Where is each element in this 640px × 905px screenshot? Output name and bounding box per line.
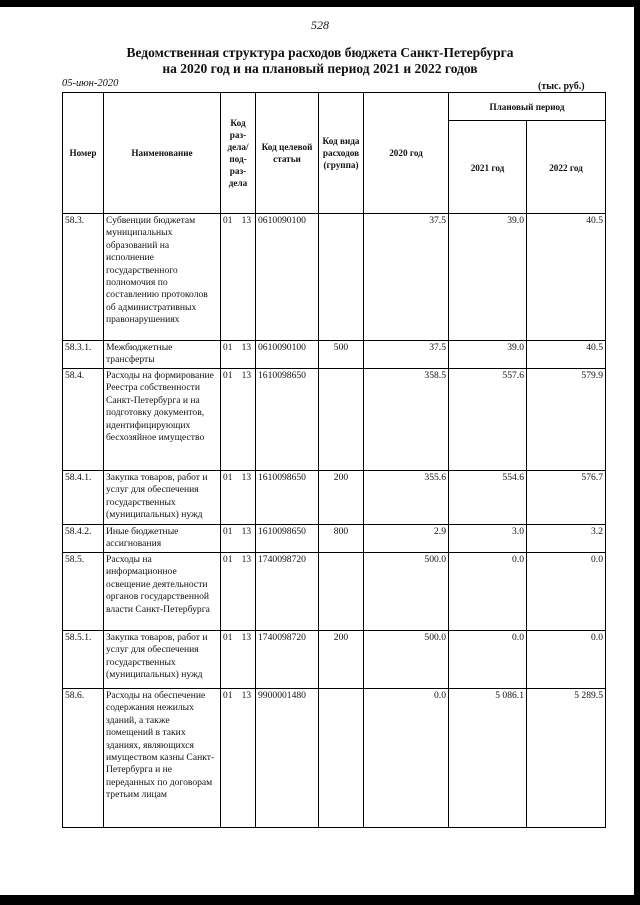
row-target-code: 9900001480 (256, 689, 319, 828)
row-2022: 3.2 (527, 525, 606, 553)
row-2022: 5 289.5 (527, 689, 606, 828)
row-name: Закупка товаров, работ и услуг для обеспечения государственных (муниципальных) нужд (104, 631, 221, 689)
row-target-code: 1610098650 (256, 471, 319, 525)
row-2020: 355.6 (364, 471, 449, 525)
row-expense-type: 500 (319, 341, 364, 369)
header-expense-type-code: Код вида расходов (группа) (319, 93, 364, 214)
table-row (63, 525, 606, 553)
scan-edge-right (634, 0, 640, 905)
row-expense-type: 200 (319, 471, 364, 525)
row-2022: 576.7 (527, 471, 606, 525)
row-section-code: 01 13 (221, 214, 256, 341)
title-line-1: Ведомственная структура расходов бюджета Санкт-Петербурга (126, 45, 514, 60)
row-number: 58.5. (63, 553, 104, 631)
row-2020: 500.0 (364, 553, 449, 631)
document-title (0, 45, 640, 77)
row-2021: 0.0 (449, 553, 527, 631)
row-name: Расходы на формирование Реестра собственности Санкт-Петербурга и на подготовку документов, идентифицирующих бесхозяйное имущество (104, 369, 221, 471)
row-section-code: 01 13 (221, 525, 256, 553)
table-row (63, 341, 606, 369)
row-2021: 554.6 (449, 471, 527, 525)
header-name: Наименование (104, 93, 221, 214)
row-target-code: 1740098720 (256, 553, 319, 631)
row-2022: 40.5 (527, 341, 606, 369)
row-expense-type (319, 369, 364, 471)
row-2021: 3.0 (449, 525, 527, 553)
row-2022: 0.0 (527, 631, 606, 689)
row-2021: 39.0 (449, 214, 527, 341)
row-2021: 557.6 (449, 369, 527, 471)
header-year-2021: 2021 год (449, 121, 527, 214)
row-expense-type (319, 553, 364, 631)
title-line-2: на 2020 год и на плановый период 2021 и 2022 годов (162, 61, 478, 76)
row-number: 58.3.1. (63, 341, 104, 369)
row-number: 58.4.2. (63, 525, 104, 553)
table-row (63, 631, 606, 689)
row-number: 58.4.1. (63, 471, 104, 525)
scan-edge-bottom (0, 895, 640, 905)
document-date: 05-июн-2020 (62, 78, 119, 89)
row-2020: 0.0 (364, 689, 449, 828)
row-name: Закупка товаров, работ и услуг для обеспечения государственных (муниципальных) нужд (104, 471, 221, 525)
row-2020: 358.5 (364, 369, 449, 471)
row-2022: 0.0 (527, 553, 606, 631)
row-expense-type (319, 689, 364, 828)
row-name: Расходы на обеспечение содержания нежилых зданий, а также помещений в таких зданиях, являющихся имуществом казны Санкт-Петербурга и не переданных по договорам третьим лицам (104, 689, 221, 828)
row-section-code: 01 13 (221, 341, 256, 369)
row-target-code: 0610090100 (256, 341, 319, 369)
row-section-code: 01 13 (221, 689, 256, 828)
budget-table (62, 92, 606, 828)
row-2020: 500.0 (364, 631, 449, 689)
row-section-code: 01 13 (221, 471, 256, 525)
row-target-code: 0610090100 (256, 214, 319, 341)
header-target-code: Код целевой статьи (256, 93, 319, 214)
row-section-code: 01 13 (221, 369, 256, 471)
units-label: (тыс. руб.) (538, 81, 585, 92)
row-target-code: 1610098650 (256, 525, 319, 553)
row-2021: 0.0 (449, 631, 527, 689)
row-2020: 37.5 (364, 341, 449, 369)
row-2022: 40.5 (527, 214, 606, 341)
row-section-code: 01 13 (221, 631, 256, 689)
header-section-code: Код раз- дела/ под- раз- дела (221, 93, 256, 214)
row-number: 58.4. (63, 369, 104, 471)
row-name: Субвенции бюджетам муниципальных образований на исполнение государственного полномочия по составлению протоколов об административных правонарушениях (104, 214, 221, 341)
table-row (63, 471, 606, 525)
row-2021: 39.0 (449, 341, 527, 369)
header-year-2022: 2022 год (527, 121, 606, 214)
row-2020: 37.5 (364, 214, 449, 341)
row-number: 58.6. (63, 689, 104, 828)
table-row (63, 689, 606, 828)
table-row (63, 369, 606, 471)
row-2020: 2.9 (364, 525, 449, 553)
row-name: Иные бюджетные ассигнования (104, 525, 221, 553)
table-row (63, 214, 606, 341)
header-plan-period: Плановый период (449, 93, 606, 121)
row-target-code: 1610098650 (256, 369, 319, 471)
row-2022: 579.9 (527, 369, 606, 471)
row-target-code: 1740098720 (256, 631, 319, 689)
row-name: Расходы на информационное освещение деятельности органов государственной власти Санкт-Петербурга (104, 553, 221, 631)
row-2021: 5 086.1 (449, 689, 527, 828)
row-expense-type: 200 (319, 631, 364, 689)
page-number: 528 (311, 18, 329, 32)
row-expense-type (319, 214, 364, 341)
header-number: Номер (63, 93, 104, 214)
row-number: 58.3. (63, 214, 104, 341)
row-expense-type: 800 (319, 525, 364, 553)
row-section-code: 01 13 (221, 553, 256, 631)
row-number: 58.5.1. (63, 631, 104, 689)
row-name: Межбюджетные трансферты (104, 341, 221, 369)
header-year-2020: 2020 год (364, 93, 449, 214)
table-row (63, 553, 606, 631)
scan-edge-top (0, 0, 640, 7)
